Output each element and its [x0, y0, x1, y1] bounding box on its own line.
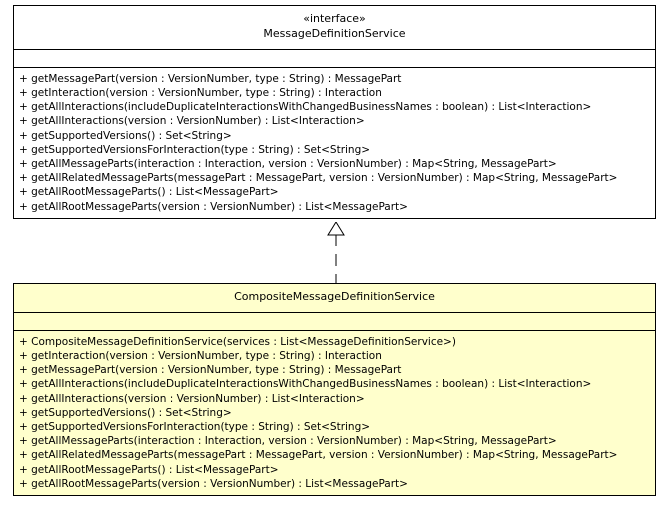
operation-row: + getAllInteractions(includeDuplicateInteractionsWithChangedBusinessNames : boolean) : List<Interaction> — [19, 101, 592, 114]
operation-row: + getMessagePart(version : VersionNumber, type : String) : MessagePart — [19, 72, 402, 85]
operation-row: + getAllInteractions(includeDuplicateInteractionsWithChangedBusinessNames : boolean) : List<Interaction> — [19, 378, 592, 391]
operation-row: + getAllRelatedMessageParts(messagePart : MessagePart, version : VersionNumber) : Map<String, MessagePart> — [19, 172, 618, 185]
operation-row: + getMessagePart(version : VersionNumber, type : String) : MessagePart — [19, 364, 402, 377]
hollow-triangle-arrowhead-icon — [328, 222, 344, 235]
operation-row: + getAllRootMessageParts() : List<MessagePart> — [19, 463, 279, 476]
interface-class-box[interactable] — [13, 5, 656, 219]
interface-name: MessageDefinitionService — [263, 26, 406, 40]
operation-row: + getAllRootMessageParts(version : VersionNumber) : List<MessagePart> — [19, 477, 408, 490]
interface-attributes-compartment — [14, 50, 655, 67]
interface-operations-compartment — [14, 68, 655, 218]
interface-stereotype: «interface» — [303, 12, 366, 25]
operation-row: + getAllMessageParts(interaction : Interaction, version : VersionNumber) : Map<String, MessagePart> — [19, 157, 557, 170]
class-operations-compartment — [14, 331, 655, 495]
operation-row: + getAllMessageParts(interaction : Interaction, version : VersionNumber) : Map<String, MessagePart> — [19, 435, 557, 448]
class-header — [14, 284, 655, 312]
operation-row: + getSupportedVersions() : Set<String> — [19, 129, 232, 142]
operation-row: + getAllRootMessageParts(version : VersionNumber) : List<MessagePart> — [19, 200, 408, 213]
operation-row: + getAllRelatedMessageParts(messagePart : MessagePart, version : VersionNumber) : Map<String, MessagePart> — [19, 449, 618, 462]
class-attributes-compartment — [14, 313, 655, 330]
operation-row: + getInteraction(version : VersionNumber, type : String) : Interaction — [19, 350, 382, 363]
operation-row: + getSupportedVersionsForInteraction(type : String) : Set<String> — [19, 421, 371, 434]
operation-row: + getAllInteractions(version : VersionNumber) : List<Interaction> — [19, 115, 365, 128]
operation-row: + getSupportedVersions() : Set<String> — [19, 406, 232, 419]
operation-row: + CompositeMessageDefinitionService(services : List<MessageDefinitionService>) — [19, 335, 456, 348]
interface-header — [14, 6, 655, 49]
realization-relationship — [326, 222, 346, 284]
operation-row: + getAllInteractions(version : VersionNumber) : List<Interaction> — [19, 392, 365, 405]
class-name: CompositeMessageDefinitionService — [234, 290, 435, 303]
composite-class-box[interactable] — [13, 283, 656, 496]
operation-row: + getInteraction(version : VersionNumber, type : String) : Interaction — [19, 86, 382, 99]
operation-row: + getAllRootMessageParts() : List<MessagePart> — [19, 186, 279, 199]
operation-row: + getSupportedVersionsForInteraction(type : String) : Set<String> — [19, 143, 371, 156]
